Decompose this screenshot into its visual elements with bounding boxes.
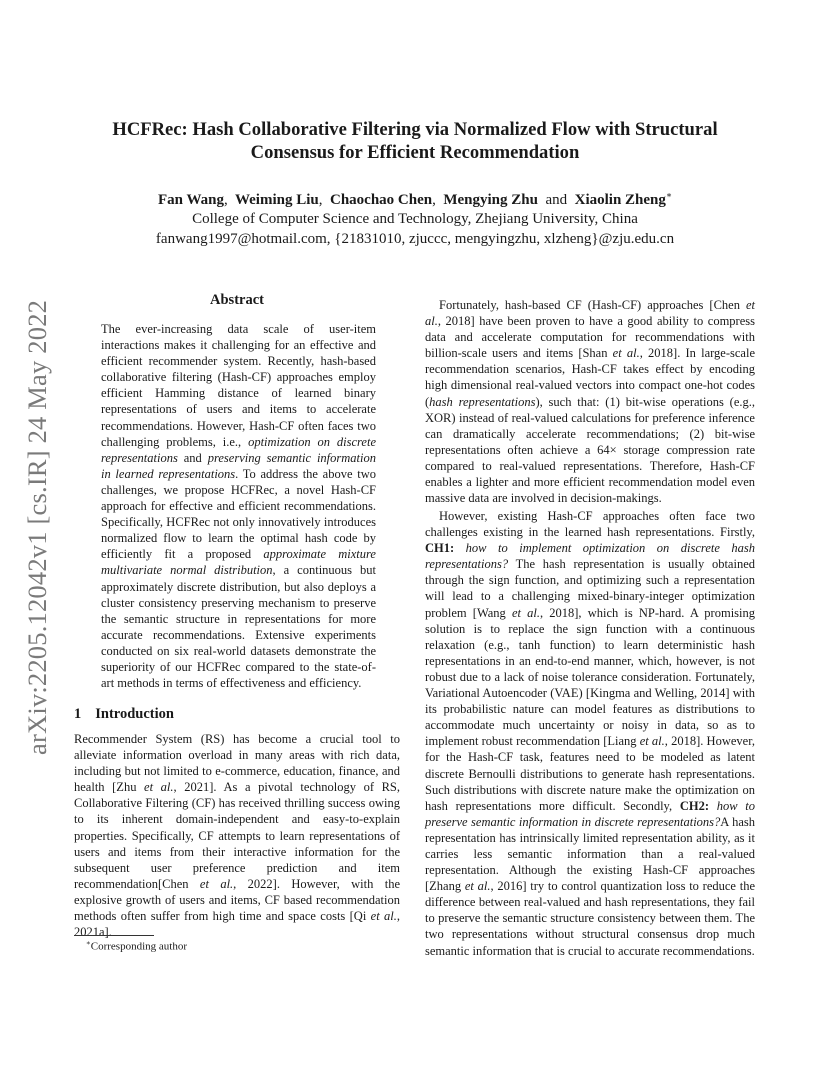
citation-etal: et al. [612,346,640,361]
body-text: Fortunately, hash-based CF (Hash-CF) approaches [Chen [439,298,746,312]
abstract-text: . To address the above two challenges, we propose HCFRec, a novel Hash-CF approach for effective and efficient recommendations. Specifically, HCFRec not only innovatively introduces normalized flow to learn the optimal hash code by efficiently fit a proposed [101,466,376,562]
challenge-label: CH2: [679,798,710,813]
arxiv-identifier: arXiv:2205.12042v1 [cs.IR] 24 May 2022 [22,299,52,755]
body-text: , 2018], which is NP-hard. A promising solution is to replace the sign function with a continuous relaxation (e.g., tanh function) to learn deterministic hash representations in an end-to-end manner, which, however, is not robust due to a lack of noise tolerance consideration. Fortunately, Variational Autoencoder (VAE) [Kingma and Welling, 2014] with its probabilistic nature can model features as distributions to accommodate much uncertainty or noisy in data, so as to implement robust recommendation [Liang [425,605,756,749]
challenge-question: how to preserve semantic information in discrete representations? [425,798,756,829]
affiliation: College of Computer Science and Technology, Zhejiang University, China [192,211,638,227]
body-text: The hash representation is usually obtained through the sign function, and optimizing such a representation will lead to a challenging mixed-binary-integer optimization problem [Wang [425,557,755,620]
citation-etal: et al. [425,298,755,329]
abstract-heading: Abstract [210,292,264,308]
challenge-question: how to implement optimization on discrete hash representations? [425,541,755,572]
author-name: Fan Wang [157,192,224,208]
footnote-mark: ∗ [86,939,91,947]
body-emphasis: hash representations [429,394,536,409]
author-conjunction: and [545,192,568,208]
body-text: A hash representation has intrinsically limited representation ability, as it carries less semantic information than a real-valued representation. Although the existing Hash-CF approaches [Zhang [425,814,755,894]
body-text: , 2018] have been proven to have a good ability to compress data and accelerate computation for recommendations with billion-scale users and items [Shan [425,314,755,361]
citation-etal: et al. [370,909,397,924]
author-name: Mengying Zhu [443,192,538,208]
introduction-paragraph [74,731,400,940]
paper-title [70,118,760,164]
abstract-text: The ever-increasing data scale of user-item interactions makes it challenging for an effective and efficient recommender system. Recently, hash-based collaborative filtering (Hash-CF) approaches employ efficient Hamming distance of learned binary representations of users and items to accelerate recommendations. However, Hash-CF often faces two challenging problems, i.e., [101,322,376,449]
author-emails: fanwang1997@hotmail.com, {21831010, zjuccc, mengyingzhu, xlzheng}@zju.edu.cn [155,231,675,247]
title-line-2: Consensus for Efficient Recommendation [250,142,580,163]
body-text: ), such that: (1) bit-wise operations (e.g., XOR) instead of real-valued calculations for preference inference can dramatically accelerate recommendations; (2) bit-wise representations often achieve a 64× storage compression rate compared to real-valued representations. Therefore, Hash-CF enables a lighter and more efficient recommendation model even massive data are involved in decision-makings. [425,394,755,506]
footnote [86,939,187,953]
citation-etal: et al. [464,879,491,894]
body-text: , 2018]. However, for the Hash-CF task, features need to be modeled as latent discrete Bernoulli distributions to generate hash representations. Such distributions with discrete nature make the optimization on hash representations more difficult. Secondly, [425,734,755,813]
abstract-body [101,321,376,691]
section-title: Introduction [95,706,174,722]
citation-etal: et al. [511,605,540,620]
footnote-text: Corresponding author [90,940,187,953]
body-text: However, existing Hash-CF approaches often face two challenges existing in the learned hash representations. Firstly, [425,509,755,540]
title-line-1: HCFRec: Hash Collaborative Filtering via Normalized Flow with Structural [112,119,718,140]
section-heading-introduction [74,706,174,723]
body-paragraph [425,508,755,959]
author-separator: , [432,192,436,208]
body-text: , 2022]. However, with the explosive growth of users and items, CF based recommendation methods often suffer from high time and space costs [Qi [74,876,400,924]
author-separator: , [223,192,228,208]
citation-etal: et al. [199,876,234,891]
author-separator: , [318,192,323,208]
body-text: Recommender System (RS) has become a crucial tool to alleviate information overload in many areas with rich data, including but not limited to e-commerce, education, finance, and health [Zhu [74,732,400,795]
abstract-emphasis: optimization on discrete representations [101,434,376,465]
citation-etal: et al. [639,734,665,749]
author-name: Chaochao Chen [329,192,433,208]
author-list [70,185,760,210]
challenge-label: CH1: [425,541,455,556]
section-number: 1 [74,706,82,722]
author-name: Weiming Liu [234,192,319,208]
author-name: Xiaolin Zheng [574,192,666,208]
abstract-emphasis: preserving semantic information in learned representations [101,450,376,481]
body-text: , 2018]. In large-scale recommendation scenarios, Hash-CF takes effect by encoding high dimensional real-valued vectors into compact one-hot codes ( [425,346,755,409]
footnote-rule [74,935,154,936]
abstract-text: and [177,450,208,465]
body-text: , 2016] try to control quantization loss to reduce the difference between real-valued and hash representations, they fail to preserve the semantic structure consistency between them. The two representations without structural consensus drop much semantic information that is crucial to accurate recommendations. [425,879,755,958]
corresponding-mark: ∗ [665,190,673,200]
abstract-emphasis: approximate mixture multivariate normal distribution [101,547,376,578]
body-text: , 2021]. As a pivotal technology of RS, Collaborative Filtering (CF) has received thrilling success owing to its inherent domain-independent and easy-to-explain properties. Specifically, CF attempts to learn representations of users and items from their interactive information for the subsequent user preference prediction and item recommendation[Chen [74,780,401,891]
body-paragraph [425,297,755,506]
body-text: , 2021a]. [74,909,400,940]
abstract-text: , a continuous but approximately discrete distribution, but also deploys a cluster consistency preserving mechanism to preserve the semantic structure in representations for more accurate recommendations. Extensive experiments conducted on six real-world datasets demonstrate the superiority of our HCFRec compared to the state-of-art methods in terms of effectiveness and efficiency. [101,563,376,691]
citation-etal: et al. [144,780,174,795]
